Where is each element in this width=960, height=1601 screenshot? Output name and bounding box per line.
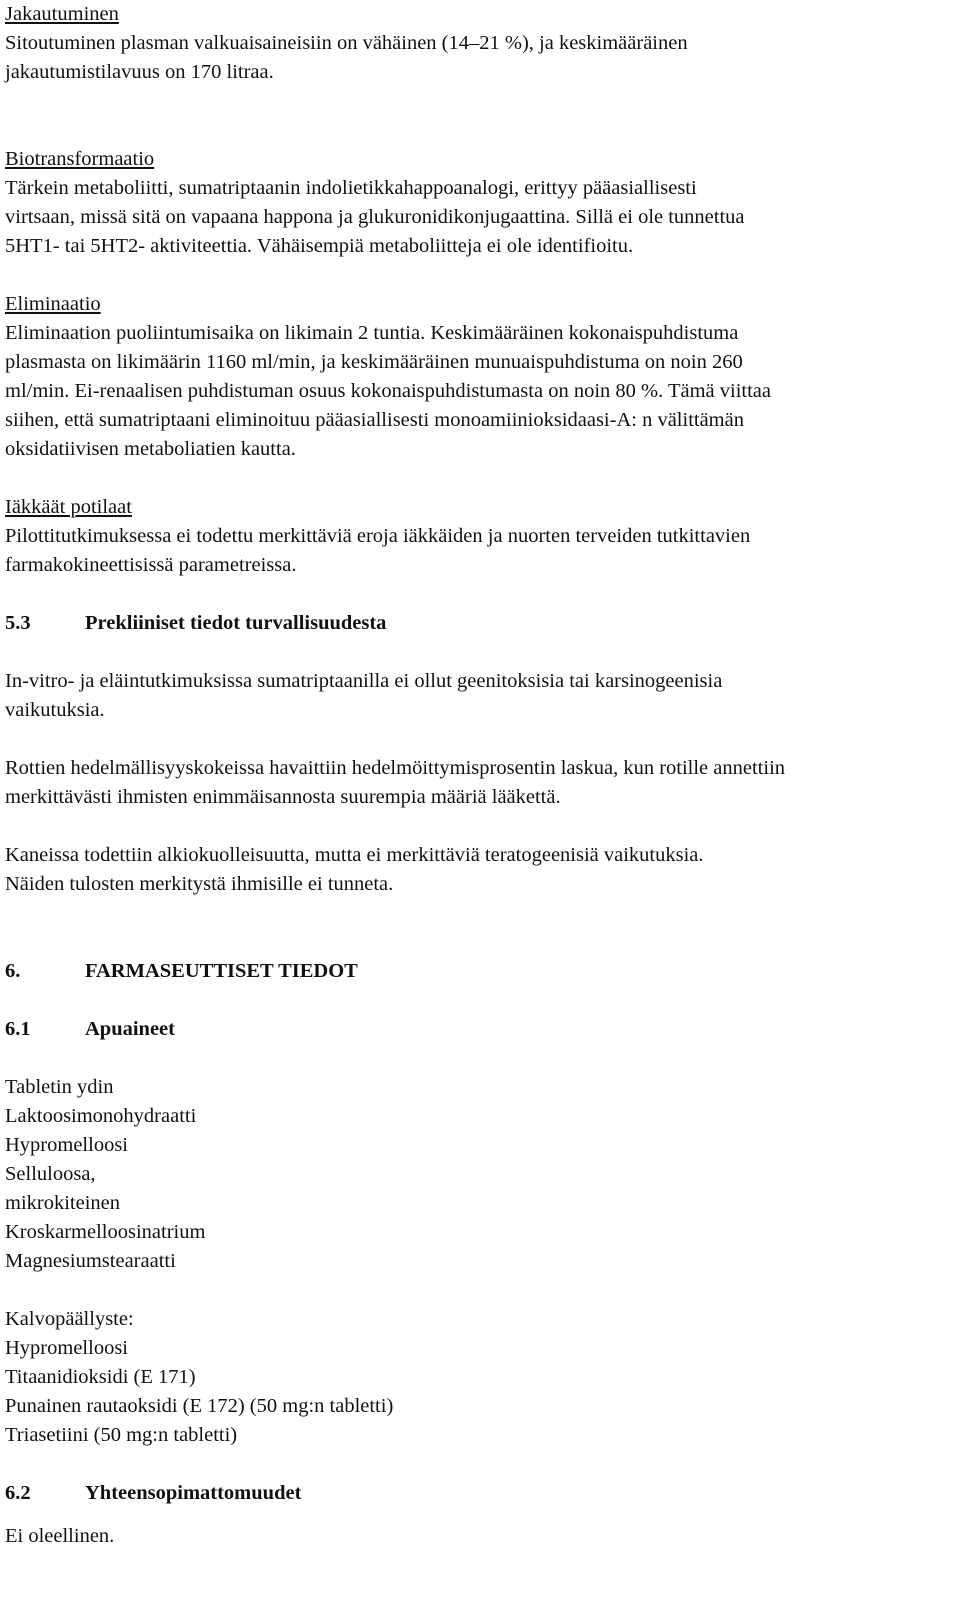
paragraph-biotransformaatio — [5, 174, 940, 261]
section-heading-6-2 — [5, 1479, 940, 1508]
subheading-eliminaatio: Eliminaatio — [5, 293, 101, 315]
list-item: Selluloosa, — [5, 1163, 96, 1185]
text-line: Näiden tulosten merkitystä ihmisille ei tunneta. — [5, 873, 394, 895]
section-title: Apuaineet — [85, 1018, 175, 1040]
spacer — [5, 580, 940, 609]
text-line: siihen, että sumatriptaani eliminoituu pääasiallisesti monoamiinioksidaasi-A: n välittämän — [5, 409, 744, 431]
paragraph-5-3-fertility — [5, 754, 940, 812]
text-line: jakautumistilavuus on 170 litraa. — [5, 61, 274, 83]
section-number: 6.1 — [5, 1018, 31, 1040]
spacer — [5, 725, 940, 754]
paragraph-5-3-genotoxicity — [5, 667, 940, 725]
text-line: Eliminaation puoliintumisaika on likimain 2 tuntia. Keskimääräinen kokonaispuhdistuma — [5, 322, 739, 344]
spacer — [5, 638, 940, 667]
list-tablet-core — [5, 1073, 940, 1276]
spacer — [5, 899, 940, 957]
list-item: Hypromelloosi — [5, 1337, 128, 1359]
subheading-biotransformaatio: Biotransformaatio — [5, 148, 155, 170]
spacer — [5, 261, 940, 290]
list-film-coating — [5, 1305, 940, 1450]
spacer — [5, 464, 940, 493]
section-title: Prekliiniset tiedot turvallisuudesta — [85, 612, 387, 634]
text-line: Tärkein metaboliitti, sumatriptaanin indolietikkahappoanalogi, erittyy pääasiallisesti — [5, 177, 697, 199]
text-line: Rottien hedelmällisyyskokeissa havaittiin hedelmöittymisprosentin laskua, kun rotille annettiin — [5, 757, 786, 779]
text-line: In-vitro- ja eläintutkimuksissa sumatriptaanilla ei ollut geenitoksisia tai karsinogeenisia — [5, 670, 723, 692]
section-number: 5.3 — [5, 612, 31, 634]
text-line: farmakokineettisissä parametreissa. — [5, 554, 297, 576]
subheading-jakautuminen: Jakautuminen — [5, 3, 119, 25]
spacer — [5, 1508, 940, 1522]
list-item: Punainen rautaoksidi (E 172) (50 mg:n tabletti) — [5, 1395, 394, 1417]
paragraph-6-2: Ei oleellinen. — [5, 1525, 115, 1547]
section-heading-5-3 — [5, 609, 940, 638]
spacer — [5, 1044, 940, 1073]
subheading-iakkaat-potilaat: Iäkkäät potilaat — [5, 496, 132, 518]
text-line: plasmasta on likimäärin 1160 ml/min, ja keskimääräinen munuaispuhdistuma on noin 260 — [5, 351, 743, 373]
text-line: Sitoutuminen plasman valkuaisaineisiin on vähäinen (14–21 %), ja keskimääräinen — [5, 32, 688, 54]
text-line: virtsaan, missä sitä on vapaana happona ja glukuronidikonjugaattina. Sillä ei ole tunnettua — [5, 206, 745, 228]
text-line: ml/min. Ei-renaalisen puhdistuman osuus kokonaispuhdistumasta on noin 80 %. Tämä viittaa — [5, 380, 771, 402]
list-item: Kroskarmelloosinatrium — [5, 1221, 206, 1243]
spacer — [5, 1450, 940, 1479]
paragraph-iakkaat-potilaat — [5, 522, 940, 580]
section-heading-6-1 — [5, 1015, 940, 1044]
paragraph-jakautuminen — [5, 29, 940, 87]
text-line: Pilottitutkimuksessa ei todettu merkittäviä eroja iäkkäiden ja nuorten terveiden tutkittavien — [5, 525, 751, 547]
section-title: FARMASEUTTISET TIEDOT — [85, 960, 358, 982]
spacer — [5, 986, 940, 1015]
list-item: Magnesiumstearaatti — [5, 1250, 176, 1272]
text-line: oksidatiivisen metaboliatien kautta. — [5, 438, 296, 460]
text-line: merkittävästi ihmisten enimmäisannosta suurempia määriä lääkettä. — [5, 786, 561, 808]
spacer — [5, 87, 940, 145]
spacer — [5, 1276, 940, 1305]
paragraph-eliminaatio — [5, 319, 940, 464]
section-title: Yhteensopimattomuudet — [85, 1482, 302, 1504]
list-item: Triasetiini (50 mg:n tabletti) — [5, 1424, 238, 1446]
list-item: Laktoosimonohydraatti — [5, 1105, 197, 1127]
list-item: Titaanidioksidi (E 171) — [5, 1366, 196, 1388]
text-line: vaikutuksia. — [5, 699, 105, 721]
list-item: mikrokiteinen — [5, 1192, 121, 1214]
list-heading: Tabletin ydin — [5, 1076, 114, 1098]
list-heading: Kalvopäällyste: — [5, 1308, 134, 1330]
paragraph-5-3-teratogenicity — [5, 841, 940, 899]
section-heading-6 — [5, 957, 940, 986]
text-line: 5HT1- tai 5HT2- aktiviteettia. Vähäisempiä metaboliitteja ei ole identifioitu. — [5, 235, 634, 257]
section-number: 6.2 — [5, 1482, 31, 1504]
list-item: Hypromelloosi — [5, 1134, 128, 1156]
section-number: 6. — [5, 960, 21, 982]
text-line: Kaneissa todettiin alkiokuolleisuutta, mutta ei merkittäviä teratogeenisiä vaikutuksia. — [5, 844, 704, 866]
spacer — [5, 812, 940, 841]
